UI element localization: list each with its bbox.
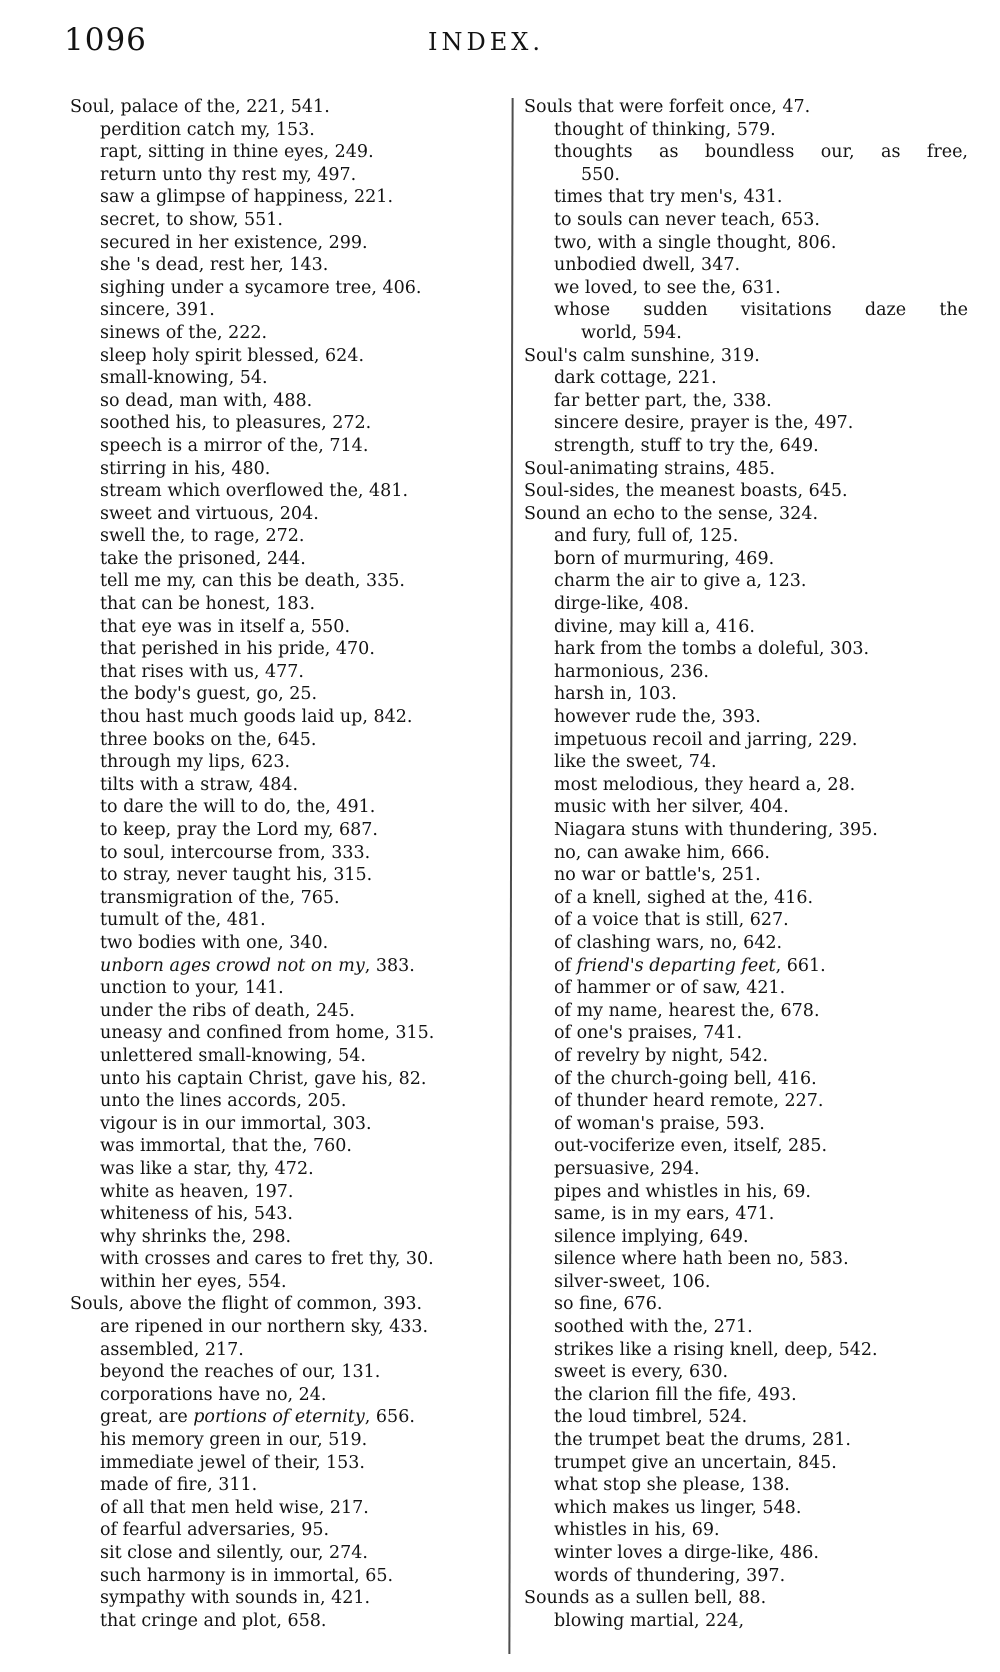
index-entry-line: of a voice that is still, 627. <box>554 910 789 931</box>
index-entry-line: sincere desire, prayer is the, 497. <box>554 413 854 434</box>
index-entry-line: to dare the will to do, the, 491. <box>100 797 376 818</box>
index-entry-line: unbodied dwell, 347. <box>554 255 741 276</box>
index-headword-line: Soul's calm sunshine, 319. <box>524 345 760 366</box>
column-divider <box>508 98 513 1654</box>
index-entry-line: born of murmuring, 469. <box>554 548 775 569</box>
index-entry-line: sighing under a sycamore tree, 406. <box>100 277 422 298</box>
entry-text: of <box>554 955 577 976</box>
index-entry-line: to stray, never taught his, 315. <box>100 865 373 886</box>
index-entry-line: that rises with us, 477. <box>100 661 304 682</box>
index-entry-line: divine, may kill a, 416. <box>554 616 755 637</box>
index-entry-line: the loud timbrel, 524. <box>554 1407 748 1428</box>
index-entry-line <box>70 1406 502 1429</box>
index-entry-line: unction to your, 141. <box>100 978 284 999</box>
index-entry-line: secret, to show, 551. <box>100 209 283 230</box>
index-headword-line: Soul, palace of the, 221, 541. <box>70 97 330 117</box>
index-entry-line: dark cottage, 221. <box>554 368 717 389</box>
index-entry-line: music with her silver, 404. <box>554 797 789 818</box>
index-entry-line: assembled, 217. <box>100 1339 244 1360</box>
left-column <box>70 96 502 1632</box>
index-headword-line: Soul-animating strains, 485. <box>524 458 776 479</box>
index-entry-line: persuasive, 294. <box>554 1158 700 1179</box>
index-entry-line: transmigration of the, 765. <box>100 887 340 908</box>
index-headword-line: Souls, above the flight of common, 393. <box>70 1294 423 1315</box>
entry-text: , 656. <box>364 1407 415 1428</box>
index-entry-line: sympathy with sounds in, 421. <box>100 1588 371 1609</box>
entry-text: , 661. <box>775 955 826 976</box>
index-entry-line: harsh in, 103. <box>554 684 677 705</box>
index-entry-line: winter loves a dirge-like, 486. <box>554 1543 819 1563</box>
index-entry-line: uneasy and confined from home, 315. <box>100 1023 435 1044</box>
index-entry-line: thoughts as boundless our, as free, <box>554 142 968 163</box>
index-entry-line: words of thundering, 397. <box>554 1565 786 1586</box>
index-entry-line: of fearful adversaries, 95. <box>100 1520 330 1541</box>
index-entry-line: his memory green in our, 519. <box>100 1430 368 1451</box>
index-entry-line: that cringe and plot, 658. <box>100 1610 327 1631</box>
index-entry-line: unto the lines accords, 205. <box>100 1091 347 1112</box>
index-headword-line: Soul-sides, the meanest boasts, 645. <box>524 481 848 502</box>
index-entry-line: of clashing wars, no, 642. <box>554 932 783 953</box>
index-headword-line: Sound an echo to the sense, 324. <box>524 503 819 524</box>
index-entry-line: most melodious, they heard a, 28. <box>554 774 856 795</box>
index-entry-line: take the prisoned, 244. <box>100 548 306 569</box>
index-entry-line: of one's praises, 741. <box>554 1023 743 1044</box>
index-entry-line: no, can awake him, 666. <box>554 842 770 863</box>
index-entry-line: of the church-going bell, 416. <box>554 1068 817 1089</box>
index-entry-line: perdition catch my, 153. <box>100 119 315 140</box>
right-column <box>524 96 968 1632</box>
index-entry-line: immediate jewel of their, 153. <box>100 1452 365 1473</box>
index-entry-line: tilts with a straw, 484. <box>100 774 299 795</box>
index-entry-line: corporations have no, 24. <box>100 1384 327 1405</box>
index-entry-line: of my name, hearest the, 678. <box>554 1000 820 1021</box>
index-entry-line: which makes us linger, 548. <box>554 1497 802 1518</box>
index-entry-line: of thunder heard remote, 227. <box>554 1091 824 1112</box>
index-entry-line: sleep holy spirit blessed, 624. <box>100 345 365 366</box>
index-entry-line: tumult of the, 481. <box>100 910 266 931</box>
index-entry-line: that perished in his pride, 470. <box>100 639 375 660</box>
index-entry-line: thought of thinking, 579. <box>554 119 776 140</box>
index-headword-line: Sounds as a sullen bell, 88. <box>524 1588 767 1609</box>
index-entry-line: that eye was in itself a, 550. <box>100 616 351 637</box>
index-entry-line: the trumpet beat the drums, 281. <box>554 1430 851 1451</box>
index-entry-line: what stop she please, 138. <box>554 1475 790 1496</box>
index-entry-line: three books on the, 645. <box>100 729 317 750</box>
index-entry-line: and fury, full of, 125. <box>554 526 739 547</box>
index-entry-line: whiteness of his, 543. <box>100 1204 293 1225</box>
index-entry-line: why shrinks the, 298. <box>100 1226 292 1247</box>
index-entry-line: of all that men held wise, 217. <box>100 1497 369 1518</box>
index-entry-line: whose sudden visitations daze the <box>554 300 968 321</box>
index-entry-line: she 's dead, rest her, 143. <box>100 255 329 276</box>
index-entry-line: was immortal, that the, 760. <box>100 1136 352 1157</box>
index-entry-line: through my lips, 623. <box>100 752 291 773</box>
index-entry-line: silver-sweet, 106. <box>554 1271 711 1292</box>
index-entry-line: out-vociferize even, itself, 285. <box>554 1136 828 1157</box>
index-entry-line: secured in her existence, 299. <box>100 232 368 253</box>
index-entry-line: swell the, to rage, 272. <box>100 526 305 547</box>
index-entry-line: return unto thy rest my, 497. <box>100 164 357 185</box>
index-entry-line: charm the air to give a, 123. <box>554 571 807 592</box>
index-entry-line <box>524 955 968 978</box>
index-entry-line: was like a star, thy, 472. <box>100 1158 314 1179</box>
index-entry-line: strength, stuff to try the, 649. <box>554 435 819 456</box>
index-entry-line: two bodies with one, 340. <box>100 932 329 953</box>
index-entry-line: vigour is in our immortal, 303. <box>100 1113 372 1134</box>
index-entry-line: so fine, 676. <box>554 1294 663 1315</box>
index-entry-line: same, is in my ears, 471. <box>554 1204 775 1225</box>
index-entry-line: of hammer or of saw, 421. <box>554 978 786 999</box>
index-entry-line: with crosses and cares to fret thy, 30. <box>100 1249 434 1270</box>
index-entry-line: sinews of the, 222. <box>100 322 268 343</box>
index-entry-line: world, 594. <box>581 322 682 343</box>
index-entry-line: tell me my, can this be death, 335. <box>100 571 405 592</box>
index-entry-line: rapt, sitting in thine eyes, 249. <box>100 142 374 163</box>
index-entry-line: sit close and silently, our, 274. <box>100 1543 368 1563</box>
index-entry-line: harmonious, 236. <box>554 661 709 682</box>
index-entry-line: soothed with the, 271. <box>554 1317 753 1338</box>
index-entry-line: times that try men's, 431. <box>554 187 783 208</box>
index-entry-line: silence implying, 649. <box>554 1226 749 1247</box>
index-entry-line: saw a glimpse of happiness, 221. <box>100 187 394 208</box>
index-entry-line: strikes like a rising knell, deep, 542. <box>554 1339 878 1360</box>
index-entry-line: hark from the tombs a doleful, 303. <box>554 639 870 660</box>
page-title: INDEX. <box>428 28 544 56</box>
index-entry-line: so dead, man with, 488. <box>100 390 313 411</box>
index-entry-line: the body's guest, go, 25. <box>100 684 318 705</box>
index-entry-line: small-knowing, 54. <box>100 368 268 389</box>
entry-text-italic: portions of eternity <box>193 1407 365 1428</box>
index-entry-line: of a knell, sighed at the, 416. <box>554 887 814 908</box>
index-entry-line: far better part, the, 338. <box>554 390 772 411</box>
index-entry-line: 550. <box>581 164 620 185</box>
index-entry-line: soothed his, to pleasures, 272. <box>100 413 372 434</box>
page-number: 1096 <box>64 22 147 58</box>
entry-text-italic: friend's departing feet <box>576 955 776 976</box>
index-entry-line: blowing martial, 224, <box>554 1610 745 1631</box>
index-entry-line: within her eyes, 554. <box>100 1271 287 1292</box>
index-entry-line: to soul, intercourse from, 333. <box>100 842 371 863</box>
index-entry-line: no war or battle's, 251. <box>554 865 761 886</box>
index-entry-line: whistles in his, 69. <box>554 1520 720 1541</box>
index-entry-line: like the sweet, 74. <box>554 752 717 773</box>
index-entry-line: two, with a single thought, 806. <box>554 232 837 253</box>
index-headword-line: Souls that were forfeit once, 47. <box>524 97 811 117</box>
index-entry-line: Niagara stuns with thundering, 395. <box>554 820 878 840</box>
entry-text-italic: unborn ages crowd not on my <box>100 955 365 976</box>
index-entry-line: sweet and virtuous, 204. <box>100 503 319 524</box>
index-entry-line: unto his captain Christ, gave his, 82. <box>100 1068 427 1089</box>
index-entry-line: trumpet give an uncertain, 845. <box>554 1452 837 1473</box>
index-entry-line: pipes and whistles in his, 69. <box>554 1181 811 1202</box>
index-entry-line: made of fire, 311. <box>100 1475 258 1496</box>
index-entry-line: speech is a mirror of the, 714. <box>100 435 369 456</box>
entry-text: , 383. <box>364 955 415 976</box>
index-entry-line: stirring in his, 480. <box>100 458 271 479</box>
index-entry-line: the clarion fill the fife, 493. <box>554 1384 797 1405</box>
index-entry-line: are ripened in our northern sky, 433. <box>100 1317 429 1338</box>
index-entry-line: thou hast much goods laid up, 842. <box>100 707 413 728</box>
index-entry-line: white as heaven, 197. <box>100 1181 294 1202</box>
index-entry-line: we loved, to see the, 631. <box>554 277 781 298</box>
index-entry-line: to souls can never teach, 653. <box>554 209 820 230</box>
index-entry-line: unlettered small-knowing, 54. <box>100 1045 366 1066</box>
index-entry-line: stream which overflowed the, 481. <box>100 481 409 502</box>
index-entry-line <box>70 955 502 978</box>
index-entry-line: under the ribs of death, 245. <box>100 1000 355 1021</box>
index-entry-line: to keep, pray the Lord my, 687. <box>100 820 378 840</box>
index-entry-line: of revelry by night, 542. <box>554 1045 769 1066</box>
index-entry-line: dirge-like, 408. <box>554 594 689 615</box>
index-entry-line: however rude the, 393. <box>554 707 761 728</box>
index-entry-line: beyond the reaches of our, 131. <box>100 1362 381 1383</box>
index-entry-line: silence where hath been no, 583. <box>554 1249 849 1270</box>
entry-text: great, are <box>100 1407 194 1428</box>
index-entry-line: such harmony is in immortal, 65. <box>100 1565 394 1586</box>
index-entry-line: sweet is every, 630. <box>554 1362 729 1383</box>
index-entry-line: sincere, 391. <box>100 300 215 321</box>
index-entry-line: that can be honest, 183. <box>100 594 316 615</box>
index-entry-line: impetuous recoil and jarring, 229. <box>554 729 858 750</box>
index-entry-line: of woman's praise, 593. <box>554 1113 765 1134</box>
